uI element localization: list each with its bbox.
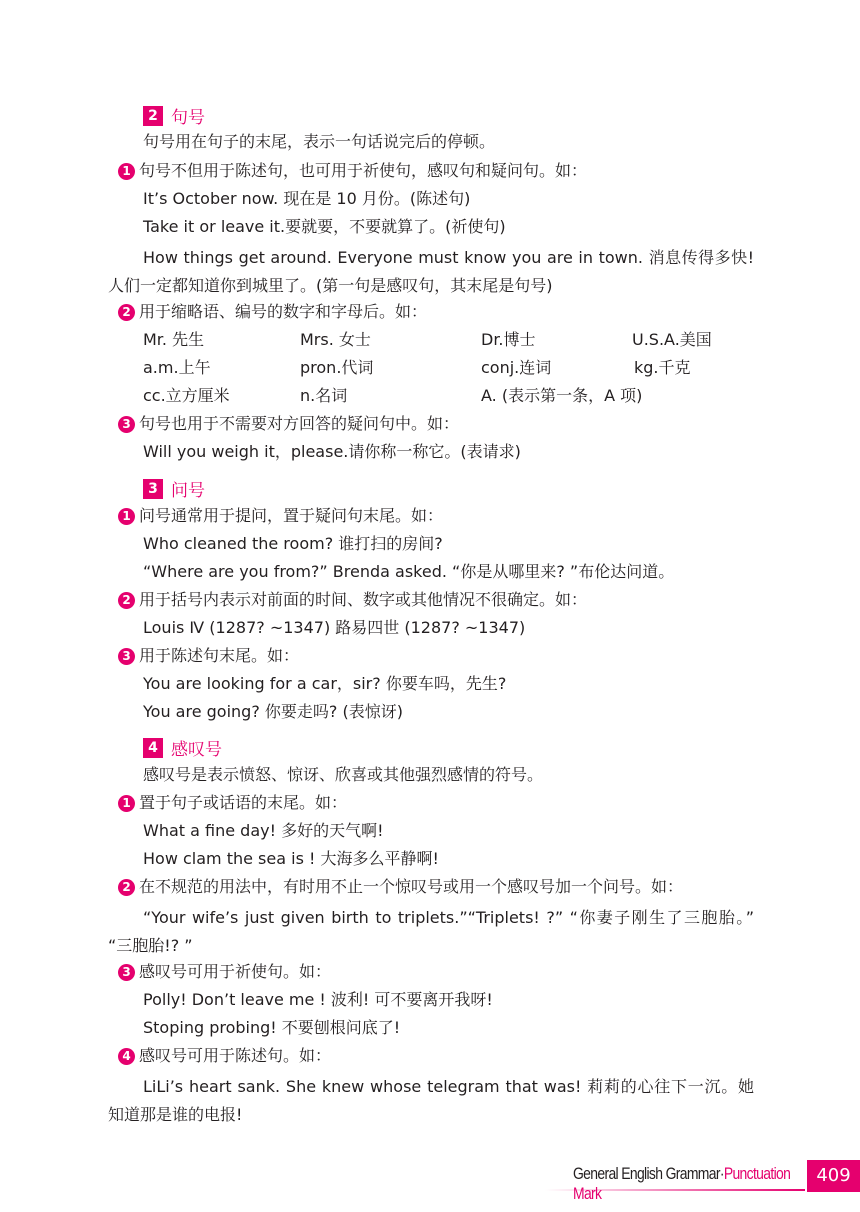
section-number: 3 bbox=[143, 479, 163, 499]
numbered-item bbox=[118, 589, 587, 611]
numbered-item bbox=[118, 301, 427, 323]
numbered-item bbox=[118, 160, 587, 182]
section-title: 问号 bbox=[171, 481, 205, 501]
abbr-cell: Mr. 先生 bbox=[143, 330, 205, 349]
section-title: 感叹号 bbox=[171, 740, 222, 760]
bullet-number: 1 bbox=[118, 795, 135, 812]
abbr-cell: cc.立方厘米 bbox=[143, 386, 230, 405]
abbr-cell: pron.代词 bbox=[300, 358, 374, 377]
numbered-item bbox=[118, 413, 459, 435]
item-text: 用于括号内表示对前面的时间、数字或其他情况不很确定。如： bbox=[139, 590, 588, 609]
abbr-cell: conj.连词 bbox=[481, 358, 552, 377]
bullet-number: 1 bbox=[118, 163, 135, 180]
item-text: 置于句子或话语的末尾。如： bbox=[139, 793, 348, 812]
numbered-item bbox=[118, 645, 299, 667]
abbr-cell: U.S.A.美国 bbox=[632, 330, 712, 349]
bullet-number: 2 bbox=[118, 304, 135, 321]
example-line: “Where are you from?” Brenda asked. “你是从哪里来? ”布伦达问道。 bbox=[143, 562, 675, 581]
numbered-item bbox=[118, 961, 331, 983]
bullet-number: 4 bbox=[118, 1048, 135, 1065]
page-number: 409 bbox=[807, 1160, 860, 1192]
example-line: You are going? 你要走吗? (表惊讶) bbox=[143, 702, 403, 721]
example-line: Take it or leave it.要就要，不要就算了。(祈使句) bbox=[143, 217, 506, 236]
item-text: 在不规范的用法中，有时用不止一个惊叹号或用一个感叹号加一个问号。如： bbox=[139, 877, 684, 896]
abbr-cell: n.名词 bbox=[300, 386, 348, 405]
abbr-cell: Dr.博士 bbox=[481, 330, 536, 349]
example-line: Stoping probing! 不要刨根问底了! bbox=[143, 1018, 401, 1037]
example-line: What a fine day! 多好的天气啊! bbox=[143, 821, 384, 840]
item-text: 感叹号可用于祈使句。如： bbox=[139, 962, 332, 981]
example-paragraph: LiLi’s heart sank. She knew whose telegram that was! 莉莉的心往下一沉。她知道那是谁的电报! bbox=[108, 1077, 754, 1124]
item-text: 感叹号可用于陈述句。如： bbox=[139, 1046, 332, 1065]
example-paragraph: “Your wife’s just given birth to triplets.”“Triplets! ?” “你妻子刚生了三胞胎。” “三胞胎!? ” bbox=[108, 908, 754, 955]
example-line: Will you weigh it，please.请你称一称它。(表请求) bbox=[143, 442, 521, 461]
example-paragraph: How things get around. Everyone must know you are in town. 消息传得多快! 人们一定都知道你到城里了。(第一句是感叹句，其末尾是句号) bbox=[108, 248, 754, 295]
item-text: 用于陈述句末尾。如： bbox=[139, 646, 300, 665]
section-heading-question-mark bbox=[143, 476, 205, 501]
bullet-number: 1 bbox=[118, 508, 135, 525]
abbr-cell: A. (表示第一条，A 项) bbox=[481, 386, 643, 405]
item-text: 用于缩略语、编号的数字和字母后。如： bbox=[139, 302, 428, 321]
bullet-number: 3 bbox=[118, 648, 135, 665]
section-number: 2 bbox=[143, 106, 163, 126]
section-heading-period bbox=[143, 103, 205, 128]
footer-title: General English Grammar· bbox=[573, 1164, 724, 1183]
bullet-number: 2 bbox=[118, 592, 135, 609]
footer-book-title bbox=[573, 1164, 808, 1204]
example-line: Who cleaned the room? 谁打扫的房间? bbox=[143, 534, 443, 553]
example-line: How clam the sea is ! 大海多么平静啊! bbox=[143, 849, 439, 868]
bullet-number: 3 bbox=[118, 416, 135, 433]
numbered-item bbox=[118, 505, 443, 527]
numbered-item bbox=[118, 792, 347, 814]
abbr-cell: kg.千克 bbox=[634, 358, 691, 377]
section-title: 句号 bbox=[171, 108, 205, 128]
abbr-cell: Mrs. 女士 bbox=[300, 330, 371, 349]
item-text: 问号通常用于提问，置于疑问句末尾。如： bbox=[139, 506, 444, 525]
page-footer bbox=[545, 1160, 860, 1203]
item-text: 句号也用于不需要对方回答的疑问句中。如： bbox=[139, 414, 460, 433]
example-line: Polly! Don’t leave me ! 波利! 可不要离开我呀! bbox=[143, 990, 493, 1009]
section-heading-exclamation-mark bbox=[143, 735, 222, 760]
example-line: It’s October now. 现在是 10 月份。(陈述句) bbox=[143, 189, 471, 208]
bullet-number: 2 bbox=[118, 879, 135, 896]
footer-subtitle: Punctuation Mark bbox=[573, 1164, 791, 1203]
text-line: 句号用在句子的末尾，表示一句话说完后的停顿。 bbox=[143, 132, 496, 151]
abbr-cell: a.m.上午 bbox=[143, 358, 211, 377]
item-text: 句号不但用于陈述句，也可用于祈使句，感叹句和疑问句。如： bbox=[139, 161, 588, 180]
section-number: 4 bbox=[143, 738, 163, 758]
example-line: Louis Ⅳ (1287? ~1347) 路易四世 (1287? ~1347) bbox=[143, 618, 526, 637]
numbered-item bbox=[118, 1045, 331, 1067]
bullet-number: 3 bbox=[118, 964, 135, 981]
text-line: 感叹号是表示愤怒、惊讶、欣喜或其他强烈感情的符号。 bbox=[143, 765, 544, 784]
numbered-item bbox=[118, 876, 683, 898]
example-line: You are looking for a car，sir? 你要车吗，先生? bbox=[143, 674, 507, 693]
